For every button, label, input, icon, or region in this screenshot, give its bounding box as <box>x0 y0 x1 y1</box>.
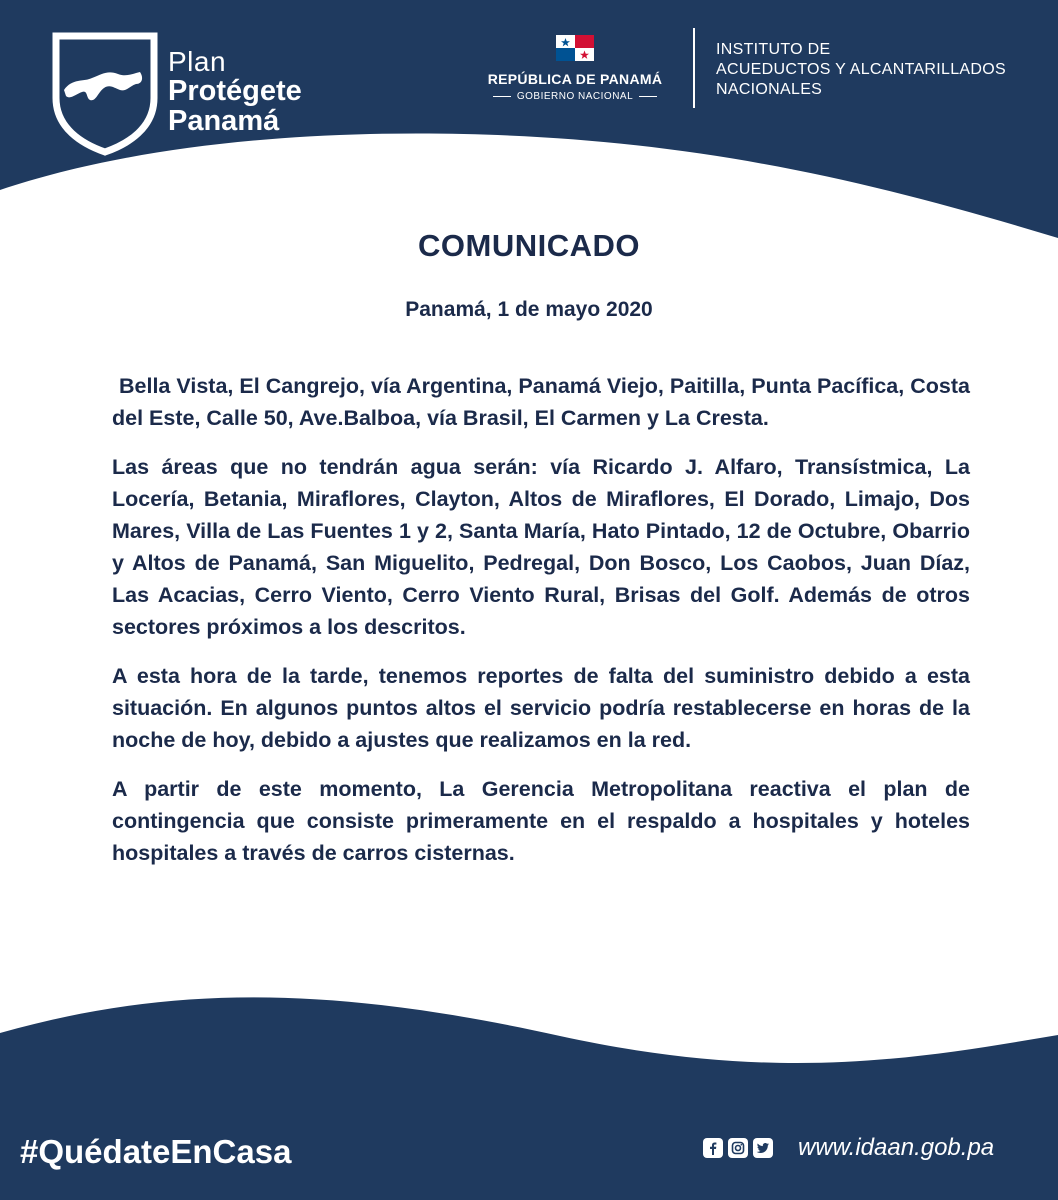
government-logo <box>470 35 680 102</box>
body-paragraph: Bella Vista, El Cangrejo, vía Argentina, Panamá Viejo, Paitilla, Punta Pacífica, Costa del Este, Calle 50, Ave.Balboa, vía Brasil, El Carmen y La Cresta. <box>112 374 970 430</box>
government-subtitle-row <box>470 91 680 102</box>
hashtag-text: #QuédateEnCasa <box>20 1133 292 1170</box>
institute-name <box>716 40 1006 100</box>
shield-map-icon <box>50 28 160 156</box>
body-paragraph: A partir de este momento, La Gerencia Metropolitana reactiva el plan de contingencia que consiste primeramente en el respaldo a hospitales y hoteles hospitales a través de carros cisternas. <box>112 777 970 865</box>
body-paragraph: Las áreas que no tendrán agua serán: vía Ricardo J. Alfaro, Transístmica, La Locería, Betania, Miraflores, Clayton, Altos de Miraflores, El Dorado, Limajo, Dos Mares, Villa de Las Fuentes 1 y 2, Santa María, Hato Pintado, 12 de Octubre, Obarrio y Altos de Panamá, San Miguelito, Pedregal, Don Bosco, Los Caobos, Juan Díaz, Las Acacias, Cerro Viento, Cerro Viento Rural, Brisas del Golf. Además de otros sectores próximos a los descritos. <box>112 455 970 639</box>
government-subtitle: GOBIERNO NACIONAL <box>516 91 634 102</box>
institute-line-1: INSTITUTO DE <box>716 41 831 58</box>
institute-line-3: NACIONALES <box>716 81 823 98</box>
document-title: COMUNICADO <box>418 228 640 263</box>
instagram-icon[interactable] <box>728 1138 748 1158</box>
subtitle-rule-left <box>493 96 511 97</box>
brand-panama-text: Panamá <box>168 105 280 137</box>
brand-logo <box>50 28 340 158</box>
brand-protegete-text: Protégete <box>168 75 302 107</box>
document-body <box>112 370 970 886</box>
twitter-icon[interactable] <box>753 1138 773 1158</box>
body-paragraph: A esta hora de la tarde, tenemos reportes de falta del suministro debido a esta situación. En algunos puntos altos el servicio podría restablecerse en horas de la noche de hoy, debido a ajustes que realizamos en la red. <box>112 664 970 752</box>
facebook-icon[interactable] <box>703 1138 723 1158</box>
government-title: REPÚBLICA DE PANAMÁ <box>487 71 663 87</box>
social-icons <box>703 1138 773 1158</box>
brand-plan-text: Plan <box>168 46 227 77</box>
document-date: Panamá, 1 de mayo 2020 <box>405 298 653 321</box>
panama-flag-icon <box>556 35 594 61</box>
website-link[interactable]: www.idaan.gob.pa <box>798 1134 995 1161</box>
header-divider <box>693 28 695 108</box>
subtitle-rule-right <box>639 96 657 97</box>
institute-line-2: ACUEDUCTOS Y ALCANTARILLADOS <box>716 61 1006 78</box>
